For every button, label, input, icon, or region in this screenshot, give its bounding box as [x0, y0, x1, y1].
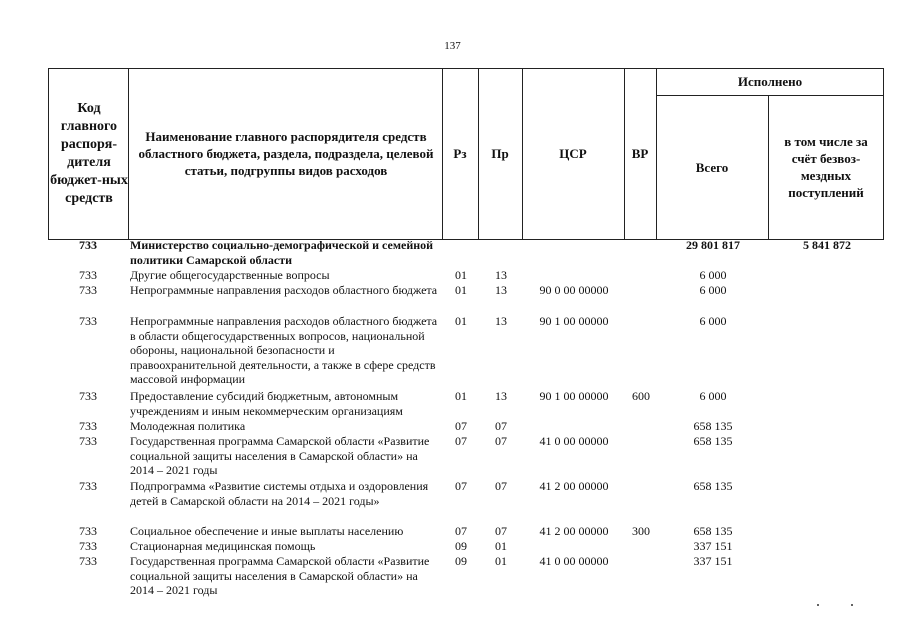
row-total: 658 135	[693, 479, 733, 493]
row-code: 733	[79, 283, 97, 297]
scan-speck	[817, 604, 819, 606]
row-rz: 01	[455, 389, 467, 403]
row-total: 6 000	[699, 268, 727, 282]
row-code: 733	[79, 314, 97, 328]
row-name: Социальное обеспечение и иные выплаты населению	[130, 524, 404, 538]
row-pr: 01	[495, 539, 507, 553]
row-rz: 07	[455, 479, 467, 493]
row-pr: 07	[495, 479, 507, 493]
row-code: 733	[79, 554, 97, 568]
row-pr: 07	[495, 524, 507, 538]
row-free: 5 841 872	[803, 238, 851, 252]
row-csr: 90 1 00 00000	[539, 389, 609, 403]
row-total: 6 000	[699, 314, 727, 328]
scan-speck	[851, 604, 853, 606]
row-rz: 07	[455, 524, 467, 538]
header-csr: ЦСР	[559, 146, 587, 161]
row-pr: 07	[495, 419, 507, 433]
row-csr: 41 0 00 00000	[539, 554, 609, 568]
header-rz: Рз	[453, 146, 467, 161]
table-row	[48, 268, 884, 283]
table-row	[48, 479, 884, 524]
row-pr: 07	[495, 434, 507, 448]
header-vr: ВР	[631, 146, 649, 161]
row-total: 337 151	[693, 554, 733, 568]
row-total: 658 135	[693, 434, 733, 448]
row-pr: 01	[495, 554, 507, 568]
header-free: в том числе за счёт безвоз-мездных поступлений	[784, 134, 868, 200]
row-name: Молодежная политика	[130, 419, 246, 433]
table-row	[48, 283, 884, 314]
row-name: Государственная программа Самарской области «Развитие социальной защиты населения в Самарской области» на 2014 – 2021 годы	[130, 554, 430, 597]
row-rz: 09	[455, 539, 467, 553]
row-csr: 41 0 00 00000	[539, 434, 609, 448]
row-code: 733	[79, 434, 97, 448]
row-pr: 13	[495, 389, 507, 403]
header-executed: Исполнено	[737, 74, 803, 89]
row-total: 29 801 817	[686, 238, 740, 252]
row-vr: 300	[632, 524, 650, 538]
row-pr: 13	[495, 314, 507, 328]
row-code: 733	[79, 524, 97, 538]
table-row	[48, 238, 884, 268]
row-total: 658 135	[693, 524, 733, 538]
row-rz: 07	[455, 434, 467, 448]
row-total: 6 000	[699, 283, 727, 297]
row-code: 733	[79, 479, 97, 493]
row-name: Стационарная медицинская помощь	[130, 539, 316, 553]
row-code: 733	[79, 268, 97, 282]
page-number: 137	[444, 40, 461, 52]
row-total: 337 151	[693, 539, 733, 553]
row-vr: 600	[632, 389, 650, 403]
table-row	[48, 524, 884, 539]
row-name: Непрограммные направления расходов областного бюджета	[130, 283, 438, 297]
row-rz: 01	[455, 268, 467, 282]
row-csr: 90 0 00 00000	[539, 283, 609, 297]
table-row	[48, 554, 884, 599]
header-total: Всего	[695, 159, 729, 175]
table-row	[48, 389, 884, 419]
header-code: Код главного распоря-дителя бюджет-ных средств	[50, 100, 128, 206]
row-rz: 09	[455, 554, 467, 568]
row-total: 658 135	[693, 419, 733, 433]
row-pr: 13	[495, 283, 507, 297]
row-rz: 01	[455, 283, 467, 297]
table-row	[48, 419, 884, 434]
row-name: Министерство социально-демографической и семейной политики Самарской области	[130, 238, 434, 267]
row-name: Государственная программа Самарской области «Развитие социальной защиты населения в Самарской области» на 2014 – 2021 годы	[130, 434, 430, 477]
row-code: 733	[79, 539, 97, 553]
row-name: Непрограммные направления расходов областного бюджета в области общегосударственных вопросов, национальной обороны, национальной безопасности и правоохранительной деятельности, а также в сфере средств массовой информации	[130, 314, 438, 386]
row-name: Предоставление субсидий бюджетным, автономным учреждениям и иным некоммерческим организациям	[130, 389, 403, 418]
row-csr: 41 2 00 00000	[539, 524, 609, 538]
table-header	[48, 68, 884, 240]
row-csr: 90 1 00 00000	[539, 314, 609, 328]
row-name: Подпрограмма «Развитие системы отдыха и оздоровления детей в Самарской области на 2014 – 2021 годы»	[130, 479, 429, 508]
header-pr: Пр	[491, 146, 509, 161]
row-csr: 41 2 00 00000	[539, 479, 609, 493]
row-pr: 13	[495, 268, 507, 282]
table-row	[48, 314, 884, 389]
row-code: 733	[79, 238, 97, 252]
row-name: Другие общегосударственные вопросы	[130, 268, 330, 282]
row-total: 6 000	[699, 389, 727, 403]
row-rz: 07	[455, 419, 467, 433]
row-rz: 01	[455, 314, 467, 328]
row-code: 733	[79, 419, 97, 433]
table-row	[48, 434, 884, 479]
header-name: Наименование главного распорядителя средств областного бюджета, раздела, подраздела, целевой статьи, подгруппы видов расходов	[138, 129, 434, 178]
row-code: 733	[79, 389, 97, 403]
table-row	[48, 539, 884, 554]
table-body	[48, 238, 884, 599]
